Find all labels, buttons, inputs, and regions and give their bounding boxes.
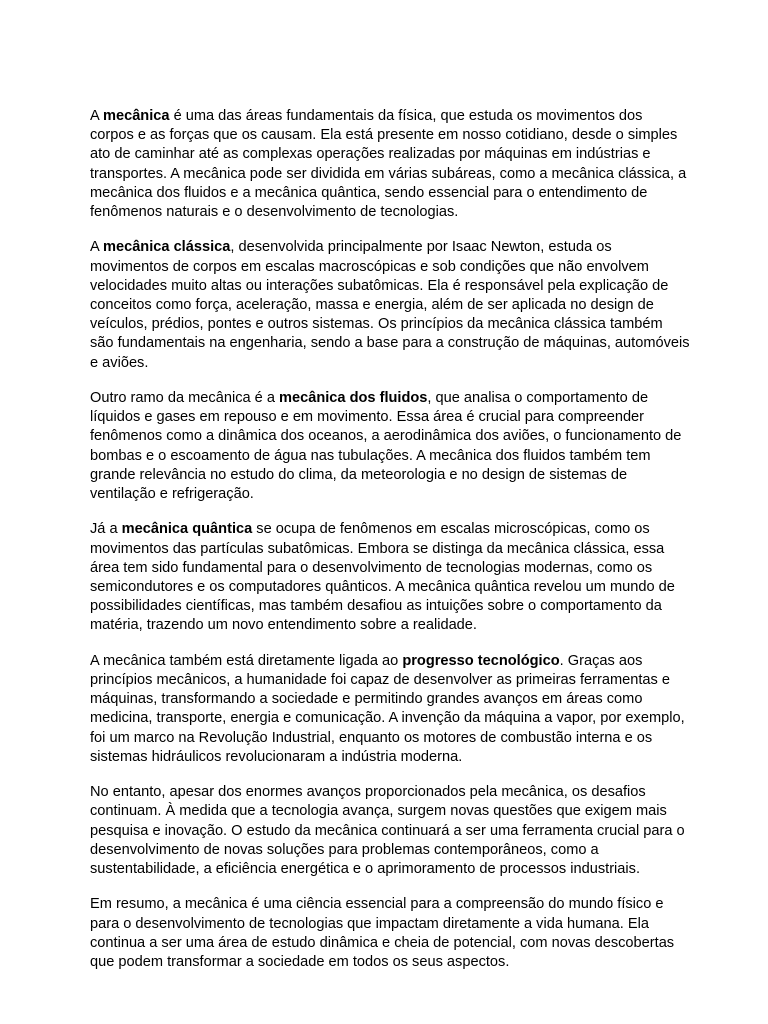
text-segment: Outro ramo da mecânica é a — [90, 390, 279, 407]
text-segment: se ocupa de fenômenos em escalas microscópicas, como os movimentos das partículas subatômicas. Embora se distinga da mecânica clássica, essa área tem sido fundamental para o desenvolvimento de tecnologias modernas, como os semicondutores e os computadores quânticos. A mecânica quântica revelou um mundo de possibilidades científicas, mas também desafiou as intuições sobre o comportamento da matéria, trazendo um novo entendimento sobre a realidade. — [90, 521, 675, 634]
text-segment: A — [90, 108, 103, 124]
text-segment: , desenvolvida principalmente por Isaac Newton, estuda os movimentos de corpos em escalas macroscópicas e sob condições que não envolvem velocidades muito altas ou interações subatômicas. Ela é responsável pela explicação de conceitos como força, aceleração, massa e energia, além de ser aplicada no design de veículos, prédios, pontes e outros sistemas. Os princípios da mecânica clássica também são fundamentais na engenharia, sendo a base para a construção de máquinas, automóveis e aviões. — [90, 239, 690, 371]
paragraph-challenges — [90, 783, 690, 879]
term-mecanica-quantica: mecânica quântica — [121, 521, 253, 538]
term-progresso-tecnologico: progresso tecnológico — [402, 652, 560, 669]
term-mecanica-classica: mecânica clássica — [102, 239, 231, 256]
text-segment: Já a — [90, 521, 122, 538]
text-segment: A — [90, 239, 103, 256]
document-body — [90, 107, 690, 988]
paragraph-fluid-mechanics — [90, 389, 690, 504]
paragraph-quantum-mechanics — [90, 520, 690, 635]
paragraph-introduction — [90, 107, 690, 222]
term-mecanica: mecânica — [102, 108, 170, 124]
text-segment: No entanto, apesar dos enormes avanços proporcionados pela mecânica, os desafios continuam. À medida que a tecnologia avança, surgem novas questões que exigem mais pesquisa e inovação. O estudo da mecânica continuará a ser uma ferramenta crucial para o desenvolvimento de novas soluções para problemas contemporâneos, como a sustentabilidade, a eficiência energética e o aprimoramento de processos industriais. — [90, 784, 685, 878]
text-segment: . Graças aos princípios mecânicos, a humanidade foi capaz de desenvolver as primeiras ferramentas e máquinas, transformando a sociedade e permitindo grandes avanços em áreas como medicina, transporte, energia e comunicação. A invenção da máquina a vapor, por exemplo, foi um marco na Revolução Industrial, enquanto os motores de combustão interna e os sistemas hidráulicos revolucionaram a indústria moderna. — [90, 652, 685, 765]
paragraph-summary — [90, 895, 690, 972]
term-mecanica-dos-fluidos: mecânica dos fluidos — [279, 390, 428, 407]
text-segment: Em resumo, a mecânica é uma ciência essencial para a compreensão do mundo físico e para o desenvolvimento de tecnologias que impactam diretamente a vida humana. Ela continua a ser uma área de estudo dinâmica e cheia de potencial, com novas descobertas que podem transformar a sociedade em todos os seus aspectos. — [90, 896, 675, 971]
paragraph-technological-progress — [90, 652, 690, 767]
paragraph-classical-mechanics — [90, 238, 690, 372]
text-segment: é uma das áreas fundamentais da física, que estuda os movimentos dos corpos e as forças que os causam. Ela está presente em nosso cotidiano, desde o simples ato de caminhar até as complexas operações realizadas por máquinas em indústrias e transportes. A mecânica pode ser dividida em várias subáreas, como a mecânica clássica, a mecânica dos fluidos e a mecânica quântica, sendo essencial para o entendimento de fenômenos naturais e o desenvolvimento de tecnologias. — [90, 108, 687, 221]
text-segment: , que analisa o comportamento de líquidos e gases em repouso e em movimento. Essa área é crucial para compreender fenômenos como a dinâmica dos oceanos, a aerodinâmica dos aviões, o funcionamento de bombas e o escoamento de água nas tubulações. A mecânica dos fluidos também tem grande relevância no estudo do clima, da meteorologia e no design de sistemas de ventilação e refrigeração. — [90, 390, 682, 503]
text-segment: A mecânica também está diretamente ligada ao — [90, 652, 403, 669]
